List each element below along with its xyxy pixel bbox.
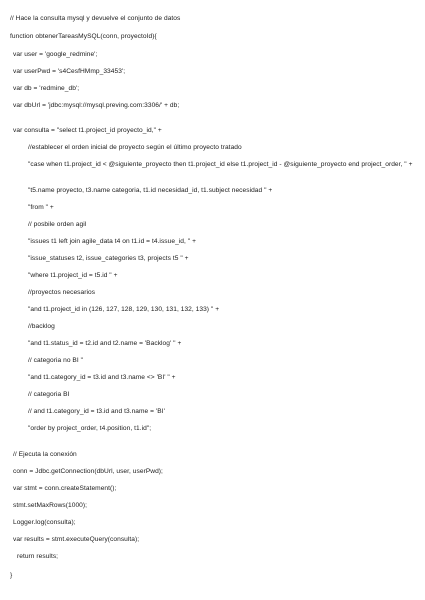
code-line-var-consulta: var consulta = "select t1.project_id proyecto_id," +: [13, 127, 162, 134]
code-line-comment-orden-agil: // posbile orden agil: [28, 221, 87, 228]
code-line-get-connection: conn = Jdbc.getConnection(dbUrl, user, userPwd);: [13, 468, 163, 475]
code-line-project-in: "and t1.project_id in (126, 127, 128, 129, 130, 131, 132, 133) " +: [28, 306, 220, 313]
code-line-function-declaration: function obtenerTareasMySQL(conn, proyectoId){: [10, 33, 157, 40]
code-line-set-max-rows: stmt.setMaxRows(1000);: [13, 502, 88, 509]
code-line-execute-query: var results = stmt.executeQuery(consulta);: [13, 536, 140, 543]
code-line-comment-categoria-bi: // categoria BI: [28, 391, 70, 398]
code-line-from: "from " +: [28, 204, 54, 211]
code-line-return: return results;: [17, 553, 59, 560]
code-line-logger: Logger.log(consulta);: [13, 519, 76, 526]
code-line-var-user: var user = 'google_redmine';: [13, 51, 98, 58]
code-line-var-userpwd: var userPwd = 's4CesfHMmp_33453';: [13, 68, 126, 75]
code-line-closing-brace: }: [10, 572, 13, 579]
code-line-comment-backlog: //backlog: [28, 323, 55, 330]
code-line-var-db: var db = 'redmine_db';: [13, 85, 80, 92]
code-line-category-not-bi: "and t1.category_id = t3.id and t3.name <> 'BI' " +: [28, 374, 176, 381]
code-line-var-dburl: var dbUrl = 'jdbc:mysql://mysql.preving.com:3306/' + db;: [13, 102, 180, 109]
code-line-order-by: "order by project_order, t4.position, t1.id";: [28, 425, 152, 432]
code-line-comment-orden-inicial: //establecer el orden inicial de proyecto según el último proyecto tratado: [28, 144, 242, 151]
code-line-where: "where t1.project_id = t5.id " +: [28, 272, 118, 279]
code-line-comment-proyectos: //proyectos necesarios: [28, 289, 96, 296]
code-line-comment-categoria-no-bi: // categoria no BI ": [28, 357, 84, 364]
code-line-case-when: "case when t1.project_id < @siguiente_proyecto then t1.project_id else t1.project_id - @siguiente_proyecto end project_order, " +: [28, 161, 413, 168]
code-line-comment-header: // Hace la consulta mysql y devuelve el conjunto de datos: [10, 15, 181, 22]
code-line-create-statement: var stmt = conn.createStatement();: [13, 485, 117, 492]
code-line-comment-ejecuta: // Ejecuta la conexión: [13, 451, 77, 458]
code-line-comment-category-bi: // and t1.category_id = t3.id and t3.name = 'BI': [28, 408, 165, 415]
code-line-status-backlog: "and t1.status_id = t2.id and t2.name = 'Backlog' " +: [28, 340, 182, 347]
code-line-issues-join: "issues t1 left join agile_data t4 on t1.id = t4.issue_id, " +: [28, 238, 196, 245]
code-line-issue-statuses: "issue_statuses t2, issue_categories t3, projects t5 " +: [28, 255, 189, 262]
code-line-select-fields: "t5.name proyecto, t3.name categoria, t1.id necesidad_id, t1.subject necesidad " +: [28, 187, 273, 194]
